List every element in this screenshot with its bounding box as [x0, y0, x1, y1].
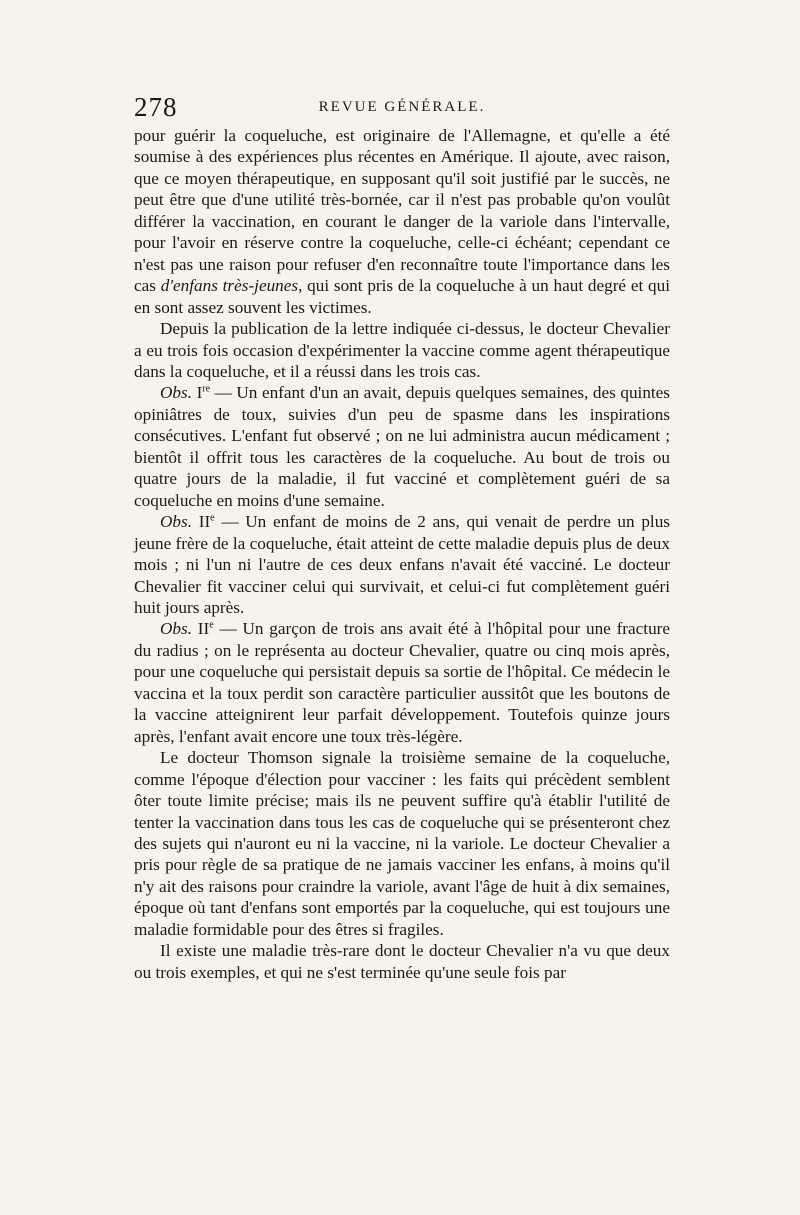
observation-paragraph [134, 382, 670, 511]
observation-label: Obs. [160, 619, 192, 639]
observation-ordinal: II [198, 512, 211, 532]
paragraph [134, 125, 670, 318]
paragraph-text: Le docteur Thomson signale la troisième semaine de la coqueluche, comme l'époque d'élection pour vacciner : les faits qui précèdent semblent ôter toute limite précise; mais ils ne peuvent suffire qu'à établir l'utilité de tenter la vaccination dans tous les cas de coqueluche qui se présenteront chez des sujets qui n'auront eu ni la vaccine, ni la variole. Le docteur Chevalier a pris pour règle de sa pratique de ne jamais vacciner les enfans, à moins qu'il n'y ait des raisons pour craindre la variole, avant l'âge de huit à dix semaines, époque où tant d'enfans sont emportés par la coqueluche, qui est toujours une maladie formidable pour des êtres si fragiles. [134, 748, 670, 939]
paragraph-text: Il existe une maladie très-rare dont le docteur Chevalier n'a vu que deux ou trois exemples, et qui ne s'est terminée qu'une seule fois par [134, 941, 670, 982]
observation-ordinal: II [197, 619, 210, 639]
ordinal-superscript: re [202, 383, 211, 395]
observation-label: Obs. [160, 512, 192, 532]
page-header [134, 92, 670, 126]
paragraph-text: , qui sont pris de la coqueluche à un haut degré et qui en sont assez souvent les victimes. [134, 276, 670, 317]
paragraph-text: pour guérir la coqueluche, est originaire de l'Allemagne, et qu'elle a été soumise à des expériences plus récentes en Amérique. Il ajoute, avec raison, que ce moyen thérapeutique, en supposant qu'il soit justifié par le succès, ne peut être que d'une utilité très-bornée, car il n'est pas probable qu'on voulût différer la vaccination, en courant le danger de la variole dans l'intervalle, pour l'avoir en réserve contre la coqueluche, celle-ci échéant; cependant ce n'est pas une raison pour refuser d'en reconnaître toute l'importance dans les cas [134, 126, 670, 296]
paragraph [134, 747, 670, 940]
running-title: REVUE GÉNÉRALE. [318, 99, 486, 115]
observation-label: Obs. [160, 383, 192, 403]
paragraph-text: Depuis la publication de la lettre indiquée ci-dessus, le docteur Chevalier a eu trois fois occasion d'expérimenter la vaccine comme agent thérapeutique dans la coqueluche, et il a réussi dans les trois cas. [134, 319, 670, 381]
paragraph-text: — Un enfant de moins de 2 ans, qui venait de perdre un plus jeune frère de la coqueluche, était atteint de cette maladie depuis plus de deux mois ; ni l'un ni l'autre de ces deux enfans n'avait été vacciné. Le docteur Chevalier fit vacciner celui qui survivait, et celui-ci fut complètement guéri huit jours après. [134, 512, 670, 617]
italic-phrase: d'enfans très-jeunes [160, 276, 299, 296]
paragraph-text: — Un enfant d'un an avait, depuis quelques semaines, des quintes opiniâtres de toux, suivies d'un peu de spasme dans les inspirations consécutives. L'enfant fut observé ; on ne lui administra aucun médicament ; bientôt il offrit tous les caractères de la coqueluche. Au bout de trois ou quatre jours de la maladie, il fut vacciné et complètement guéri de sa coqueluche en moins d'une semaine. [134, 383, 671, 510]
page-number: 278 [134, 92, 178, 122]
paragraph [134, 940, 670, 983]
observation-ordinal: I [196, 383, 203, 403]
paragraph-text: — Un garçon de trois ans avait été à l'hôpital pour une fracture du radius ; on le représenta au docteur Chevalier, quatre ou cinq mois après, pour une coqueluche qui persistait depuis sa sortie de l'hôpital. Ce médecin le vaccina et la toux perdit son caractère particulier aussitôt que les boutons de la vaccine atteignirent leur parfait développement. Toutefois quinze jours après, l'enfant avait encore une toux très-légère. [134, 619, 671, 746]
body-text [134, 125, 670, 983]
observation-paragraph [134, 618, 670, 747]
paragraph [134, 318, 670, 382]
ordinal-superscript: e [209, 619, 214, 631]
observation-paragraph [134, 511, 670, 618]
ordinal-superscript: e [210, 512, 215, 524]
